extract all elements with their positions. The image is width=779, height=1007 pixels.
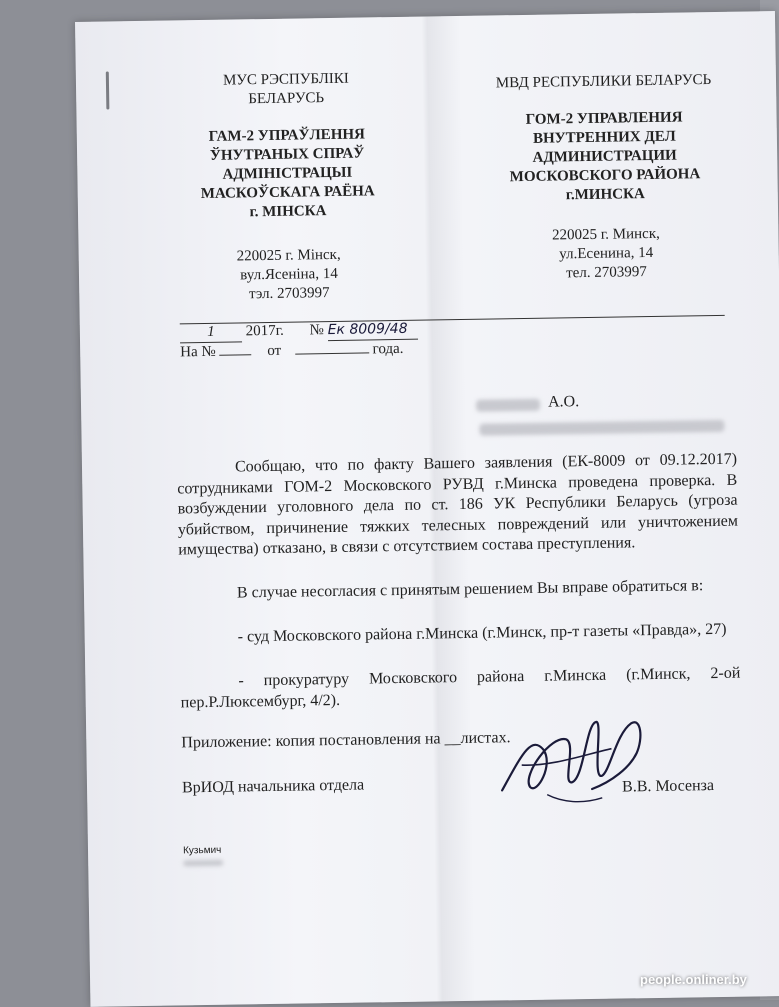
watermark: people.onliner.by [640,972,747,987]
left-address: 220025 г. Мінск, вул.Ясеніна, 14 тэл. 2703997 [236,246,341,303]
body-paragraph-4: - прокуратуру Московского района г.Минска (г.Минск, 2-ой пер.Р.Люксембург, 4/2). [180,664,741,711]
right-address: 220025 г. Минск, ул.Есенина, 14 тел. 2703997 [551,225,660,282]
left-ministry: МУС РЭСПУБЛІКІ БЕЛАРУСЬ [222,70,349,108]
reply-label: На № [180,343,216,361]
staple-mark [106,71,110,109]
year-label: года. [372,340,404,358]
letter-page [75,11,779,1007]
right-department: ГОМ-2 УПРАВЛЕНИЯ ВНУТРЕННИХ ДЕЛ АДМИНИСТРАЦИИ МОСКОВСКОГО РАЙОНА г.МИНСКА [509,109,701,204]
left-department: ГАМ-2 УПРАЎЛЕННЯ ЎНУТРАНЫХ СПРАЎ АДМІНІСТРАЦЫІ МАСКОЎСКАГА РАЁНА г. МІНСКА [200,126,375,221]
addressee-blurred-name [476,399,540,412]
date-year: 2017г. [245,322,284,340]
body-paragraph-3: - суд Московского района г.Минска (г.Минск, пр-т газеты «Правда», 27) [237,620,727,646]
date-day: 1 [180,322,242,343]
number-sign: № [309,322,325,339]
reference-number: Ек 8009/48 [328,320,418,341]
body-paragraph-1: Сообщаю, что по факту Вашего заявления (ЕК-8009 от 09.12.2017) сотрудниками ГОМ-2 Московского РУВД г.Минска проведена проверка. В возбуждении уголовного дела по ст. 186 УК Республики Беларусь (угроза убийством, причинение тяжких телесных повреждений или уничтожением имущества) отказано, в связи с отсутствием состава преступления. [177,450,739,559]
executor-name: Кузьмич [182,844,222,857]
executor-phone-blurred [183,860,223,867]
from-label: от [267,342,282,360]
signatory-name: В.В. Мосенза [621,777,715,796]
addressee-blurred-address [479,420,724,436]
reply-line [180,340,404,363]
handwritten-signature [491,693,663,816]
attachment-line: Приложение: копия постановления на __листах. [181,729,511,752]
right-ministry: МВД РЕСПУБЛИКИ БЕЛАРУСЬ [495,72,712,92]
addressee-initials: А.О. [547,393,580,411]
signatory-position: ВрИОД начальника отдела [181,776,365,797]
body-paragraph-2: В случае несогласия с принятым решением Вы вправе обратиться в: [236,577,704,602]
